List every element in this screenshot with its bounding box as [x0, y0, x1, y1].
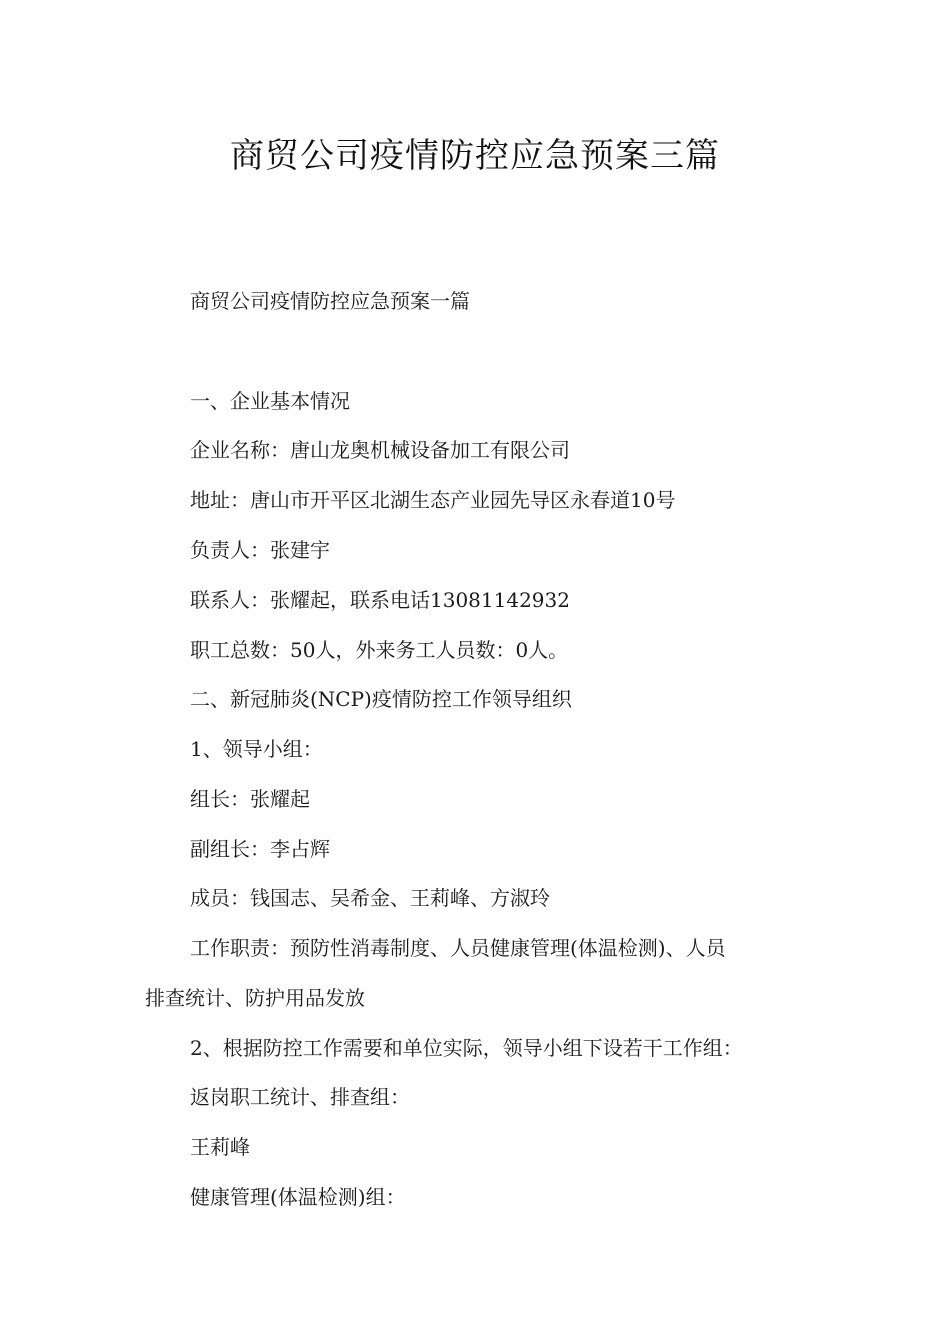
- staff-count-line: 职工总数：50人，外来务工人员数：0人。: [190, 638, 569, 662]
- leadership-group-heading: 1、领导小组：: [190, 737, 323, 761]
- workgroups-line: 2、根据防控工作需要和单位实际，领导小组下设若干工作组：: [190, 1036, 743, 1060]
- group-leader-line: 组长：张耀起: [190, 787, 310, 811]
- return-group-member-line: 王莉峰: [190, 1135, 250, 1159]
- health-group-line: 健康管理(体温检测)组：: [190, 1185, 406, 1209]
- document-title: 商贸公司疫情防控应急预案三篇: [230, 136, 720, 176]
- section-heading-basic-info: 一、企业基本情况: [190, 389, 350, 413]
- principal-line: 负责人：张建宇: [190, 538, 330, 562]
- members-line: 成员：钱国志、吴希金、王莉峰、方淑玲: [190, 886, 550, 910]
- document-subtitle: 商贸公司疫情防控应急预案一篇: [190, 289, 470, 313]
- return-group-line: 返岗职工统计、排查组：: [190, 1085, 410, 1109]
- company-name-line: 企业名称：唐山龙奥机械设备加工有限公司: [190, 438, 570, 462]
- deputy-leader-line: 副组长：李占辉: [190, 837, 330, 861]
- contact-line: 联系人：张耀起，联系电话13081142932: [190, 588, 570, 612]
- section-heading-leadership: 二、新冠肺炎(NCP)疫情防控工作领导组织: [190, 687, 572, 711]
- duties-line-2: 排查统计、防护用品发放: [145, 986, 365, 1010]
- address-line: 地址：唐山市开平区北湖生态产业园先导区永春道10号: [190, 488, 676, 512]
- duties-line-1: 工作职责：预防性消毒制度、人员健康管理(体温检测)、人员: [190, 936, 726, 960]
